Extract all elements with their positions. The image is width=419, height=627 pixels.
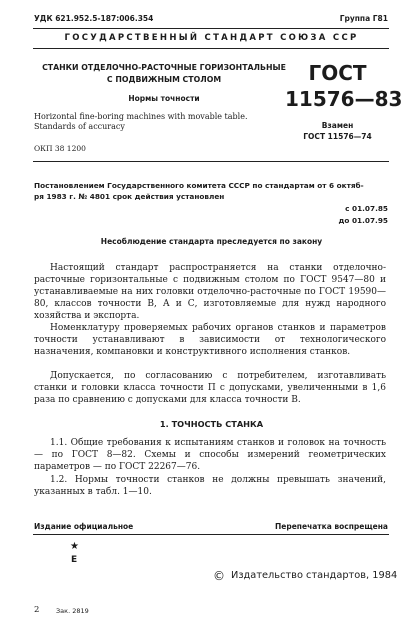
validity-to: до 01.07.95 bbox=[338, 216, 388, 225]
title-ru-line1: СТАНКИ ОТДЕЛОЧНО-РАСТОЧНЫЕ ГОРИЗОНТАЛЬНЫЕ bbox=[42, 63, 286, 72]
section-paragraph-1-2: 1.2. Нормы точности станков не должны превышать значений, указанных в табл. 1—10. bbox=[34, 475, 386, 497]
copyright-text: Издательство стандартов, 1984 bbox=[231, 570, 398, 581]
gost-number: 11576—83 bbox=[285, 87, 403, 111]
udc-code: УДК 621.952.5-187:006.354 bbox=[34, 14, 154, 23]
decree-line2: ря 1983 г. № 4801 срок действия установлен bbox=[34, 192, 225, 201]
title-en-line1: Horizontal fine-boring machines with movable table. bbox=[34, 112, 248, 121]
order-number: Зак. 2819 bbox=[56, 607, 89, 615]
okp-code: ОКП 38 1200 bbox=[34, 144, 86, 153]
body-paragraph-3: Допускается, по согласованию с потребителем, изготавливать станки и головки класса точности П с допусками, увеличенными в 1,6 раза по сравнению с допусками для класса точности В. bbox=[34, 371, 386, 405]
title-ru-subtitle: Нормы точности bbox=[128, 94, 200, 103]
gost-label: ГОСТ bbox=[308, 61, 367, 85]
replaces-label: Взамен bbox=[321, 121, 354, 130]
footer-rule bbox=[33, 534, 389, 535]
title-ru-line2: С ПОДВИЖНЫМ СТОЛОМ bbox=[106, 75, 222, 84]
copyright-icon: © bbox=[213, 569, 225, 583]
body-paragraph-2: Номенклатуру проверяемых рабочих органов станков и параметров точности устанавливают в зависимости от технологического назначения, компановки и конструктивного исполнения станков. bbox=[34, 323, 386, 357]
reprint-prohibited-label: Перепечатка воспрещена bbox=[274, 522, 388, 531]
group-code: Группа Г81 bbox=[339, 14, 388, 23]
validity-from: с 01.07.85 bbox=[345, 204, 388, 213]
body-paragraph-1: Настоящий стандарт распространяется на станки отделочно-расточные горизонтальные с подвижным столом по ГОСТ 9547—80 и устанавливаемые на них головки отделочно-расточные по ГОСТ 19590—80, классов точности В, А и С, изготовляемые для нужд народного хозяйства и экспорта. bbox=[34, 263, 386, 321]
title-en-line2: Standards of accuracy bbox=[34, 122, 125, 131]
page-number: 2 bbox=[34, 605, 40, 615]
official-edition-label: Издание официальное bbox=[34, 522, 134, 531]
legal-warning: Несоблюдение стандарта преследуется по закону bbox=[100, 237, 323, 246]
title-rule bbox=[33, 161, 389, 162]
replaces-standard: ГОСТ 11576—74 bbox=[303, 132, 372, 141]
section-heading: 1. ТОЧНОСТЬ СТАНКА bbox=[159, 419, 264, 429]
standard-banner: ГОСУДАРСТВЕННЫЙ СТАНДАРТ СОЮЗА ССР bbox=[64, 33, 359, 43]
banner-rule bbox=[33, 48, 389, 49]
section-paragraph-1-1: 1.1. Общие требования к испытаниям станков и головок на точность — по ГОСТ 8—82. Схемы и способы измерений геометрических параметров — по ГОСТ 22267—76. bbox=[34, 438, 386, 472]
star-icon: ★ bbox=[70, 541, 79, 552]
e-mark-icon: E bbox=[71, 555, 78, 565]
decree-line1: Постановлением Государственного комитета СССР по стандартам от 6 октяб- bbox=[34, 181, 364, 190]
top-rule bbox=[33, 28, 389, 29]
